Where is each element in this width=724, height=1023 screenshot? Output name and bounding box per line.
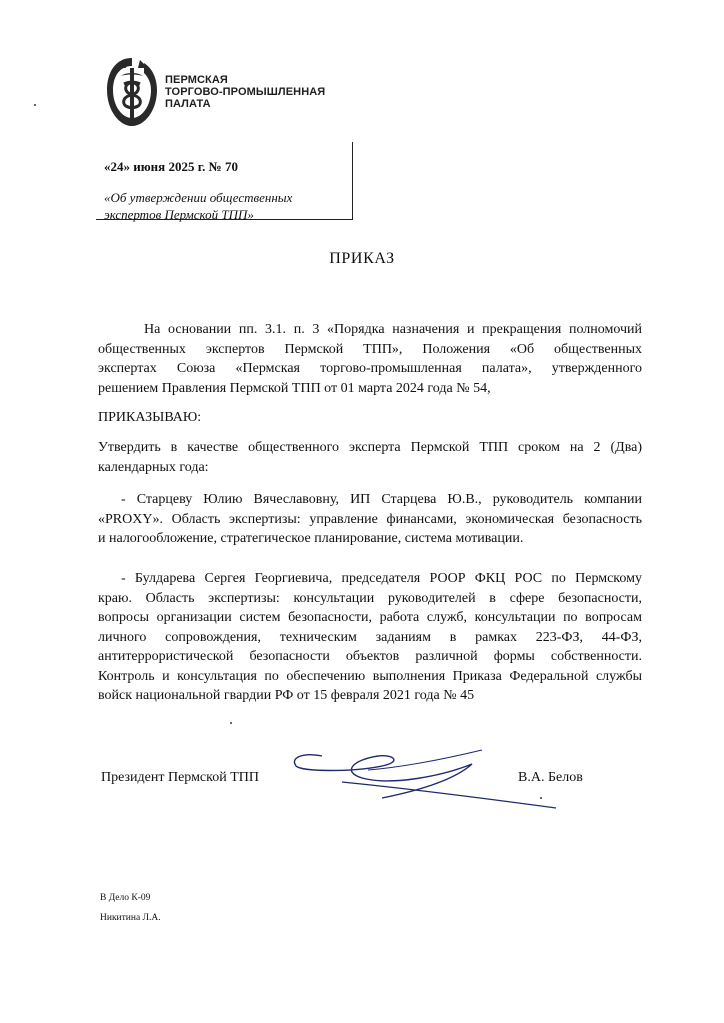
signatory-name: В.А. Белов (518, 770, 583, 785)
text-line: Контроль и консультация по обеспечению выполнения Приказа Федеральной службы (98, 668, 642, 684)
text-line: На основании пп. 3.1. п. 3 «Порядка назначения и прекращения полномочий (144, 322, 642, 337)
scan-speck (230, 722, 232, 724)
approve-paragraph (98, 438, 642, 477)
text-line: и налогообложение, стратегическое планирование, система мотивации. (98, 531, 524, 546)
chamber-logo-icon (104, 54, 160, 130)
order-word (98, 408, 642, 428)
text-line: общественных экспертов Пермской ТПП», Положения «Об общественных (98, 341, 642, 357)
scan-speck (540, 797, 542, 799)
scan-speck (34, 104, 36, 106)
organization-name (165, 74, 325, 110)
text-line: антитеррористической безопасности объектов различной формы собственности. (98, 649, 642, 664)
handwritten-signature (282, 742, 562, 822)
org-name-line-1: ПЕРМСКАЯ (165, 74, 228, 86)
text-line: экспертах Союза «Пермская торгово-промышленная палата», утвержденного (98, 361, 642, 376)
text-line: «PROXY». Область экспертизы: управление финансами, экономическая безопасность (98, 511, 642, 527)
text-line: Утвердить в качестве общественного эксперта Пермской ТПП сроком на 2 (Два) (98, 440, 642, 455)
file-note: В Дело К-09 (100, 893, 151, 903)
text-line: решением Правления Пермской ТПП от 01 марта 2024 года № 54, (98, 380, 491, 396)
text-line: ПРИКАЗЫВАЮ: (98, 410, 202, 425)
text-line: личного сопровождения, техническим заданиям в рамках 223-ФЗ, 44-ФЗ, (98, 629, 642, 645)
order-subject-line-1: «Об утверждении общественных (104, 190, 293, 205)
org-name-line-2: ТОРГОВО-ПРОМЫШЛЕННАЯ (165, 86, 326, 98)
order-subject-line-2: экспертов Пермской ТПП» (104, 207, 254, 222)
text-line: - Булдарева Сергея Георгиевича, председателя РООР ФКЦ РОС по Пермскому (121, 571, 642, 586)
text-line: краю. Область экспертизы: консультации руководителей в сфере безопасности, (98, 590, 642, 606)
document-title: ПРИКАЗ (329, 250, 395, 267)
executor-name: Никитина Л.А. (100, 913, 161, 923)
expert-1-paragraph (98, 490, 642, 549)
basis-paragraph (98, 320, 642, 398)
text-line: - Старцеву Юлию Вячеславовну, ИП Старцева Ю.В., руководитель компании (121, 492, 642, 507)
org-name-line-3: ПАЛАТА (165, 98, 211, 110)
text-line: вопросы организации систем безопасности, работа служб, консультации по вопросам (98, 610, 642, 625)
text-line: войск национальной гвардии РФ от 15 февраля 2021 года № 45 (98, 688, 475, 703)
expert-2-paragraph (98, 569, 642, 706)
order-subject (104, 189, 292, 223)
signatory-position: Президент Пермской ТПП (101, 770, 260, 785)
text-line: календарных года: (98, 459, 209, 475)
order-date-number: «24» июня 2025 г. № 70 (104, 159, 238, 174)
order-meta-box (96, 142, 353, 220)
